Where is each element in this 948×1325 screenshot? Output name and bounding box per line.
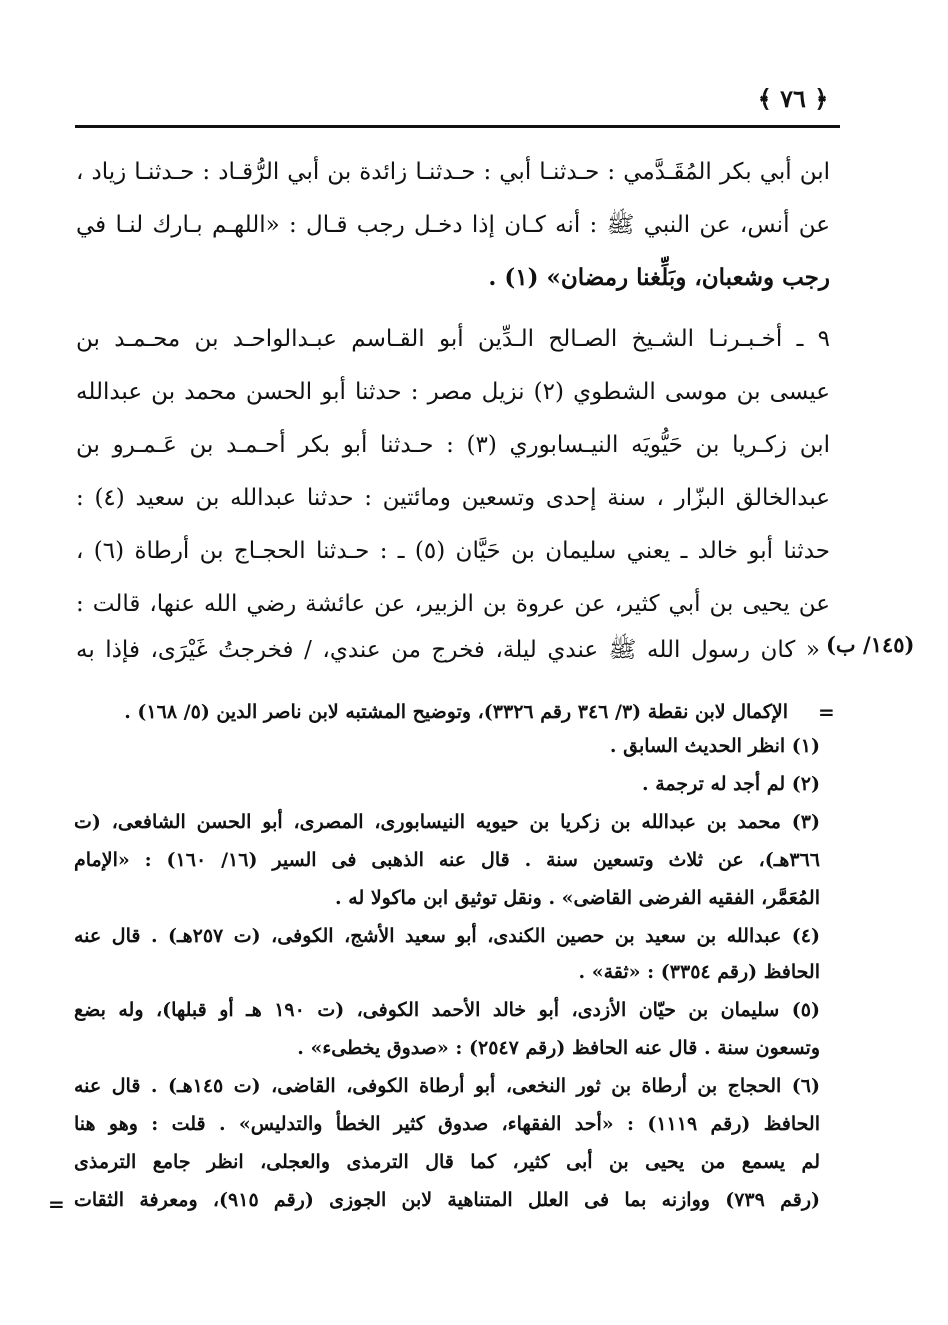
footnote-continuation-mark: = [818,700,835,724]
body-line: عبدالخالق البزّار ، سنة إحدى وتسعين ومائتين : حدثنا عبدالله بن سعيد (٤) : [76,485,830,511]
footnote-line: (٦) الحجاج بن أرطاة بن ثور النخعى، أبو أرطاة الكوفى، القاضى، (ت ١٤٥هـ) . قال عنه [74,1075,820,1097]
footnote-line: (٤) عبدالله بن سعيد بن حصين الكندى، أبو سعيد الأشج، الكوفى، (ت ٢٥٧هـ) . قال عنه [74,925,820,947]
body-line: ابن زكـريا بن حَيُّويَه النيـسابوري (٣) : حـدثنا أبو بكر أحـمـد بن عَـمـرو بن [76,432,830,458]
body-line: عن يحيى بن أبي كثير، عن عروة بن الزبير، عن عائشة رضي الله عنها، قالت : [76,591,830,617]
footnote-line: الحافظ (رقم ٣٣٥٤) : «ثقة» . [578,961,820,983]
footnote-line: (٢) لم أجد له ترجمة . [642,773,820,795]
body-line: « كان رسول الله ﷺ عندي ليلة، فخرج من عندي، / فخرجتُ غَيْرَى، فإذا به [76,637,820,663]
footnote-line: (٣) محمد بن عبدالله بن زكريا بن حيويه النيسابورى، المصرى، أبو الحسن الشافعى، (ت [74,811,820,833]
body-line: عن أنس، عن النبي ﷺ : أنه كـان إذا دخـل رجب قـال : «اللهـم بـارك لنـا في [76,212,830,238]
footnote-line: (٥) سليمان بن حيّان الأزدى، أبو خالد الأحمد الكوفى، (ت ١٩٠ هـ أو قبلها)، وله بضع [74,999,820,1021]
footnote-line: المُعَمَّر، الفقيه الفرضى القاضى» . ونقل توثيق ابن ماكولا له . [335,887,820,909]
body-line: ابن أبي بكر المُقَـدَّمي : حـدثنـا أبي : حـدثنـا زائدة بن أبي الرُّقـاد : حـدثنـا زياد ، [76,159,830,185]
folio-margin-note: (١٤٥/ ب) [826,632,915,657]
footnote-line: لم يسمع من يحيى بن أبى كثير، كما قال الترمذى والعجلى، انظر جامع الترمذى [74,1151,820,1173]
page-number: ﴿ ٧٦ ﴾ [757,84,829,113]
footnote-line: ٣٦٦هـ)، عن ثلاث وتسعين سنة . قال عنه الذهبى فى السير (١٦/ ١٦٠) : «الإمام [74,849,821,871]
header-rule [75,125,840,128]
footnote-line: الحافظ (رقم ١١١٩) : «أحد الفقهاء، صدوق كثير الخطأ والتدليس» . قلت : وهو هنا [74,1113,820,1135]
body-line: عيسى بن موسى الشطوي (٢) نزيل مصر : حدثنا أبو الحسن محمد بن عبدالله [76,379,831,405]
footnote-line: (رقم ٧٣٩) ووازنه بما فى العلل المتناهية لابن الجوزى (رقم ٩١٥)، ومعرفة الثقات [74,1189,820,1211]
footnote-end-mark: = [48,1192,65,1216]
footnote-line: (١) انظر الحديث السابق . [609,735,820,757]
body-line: حدثنا أبو خالد ـ يعني سليمان بن حَيَّان (٥) ـ : حـدثنا الحجـاج بن أرطاة (٦) ، [76,538,830,564]
body-line: ٩ ـ أخـبـرنـا الشـيخ الصـالح الـدِّين أبو القـاسم عبـدالواحـد بن محـمـد بن [76,326,830,352]
body-line: رجب وشعبان، وبَلِّغنا رمضان» (١) . [488,264,830,291]
footnote-line: الإكمال لابن نقطة (٣/ ٣٤٦ رقم ٣٣٢٦)، وتوضيح المشتبه لابن ناصر الدين (٥/ ١٦٨) . [124,701,788,723]
footnote-line: وتسعون سنة . قال عنه الحافظ (رقم ٢٥٤٧) : «صدوق يخطىء» . [297,1037,820,1059]
